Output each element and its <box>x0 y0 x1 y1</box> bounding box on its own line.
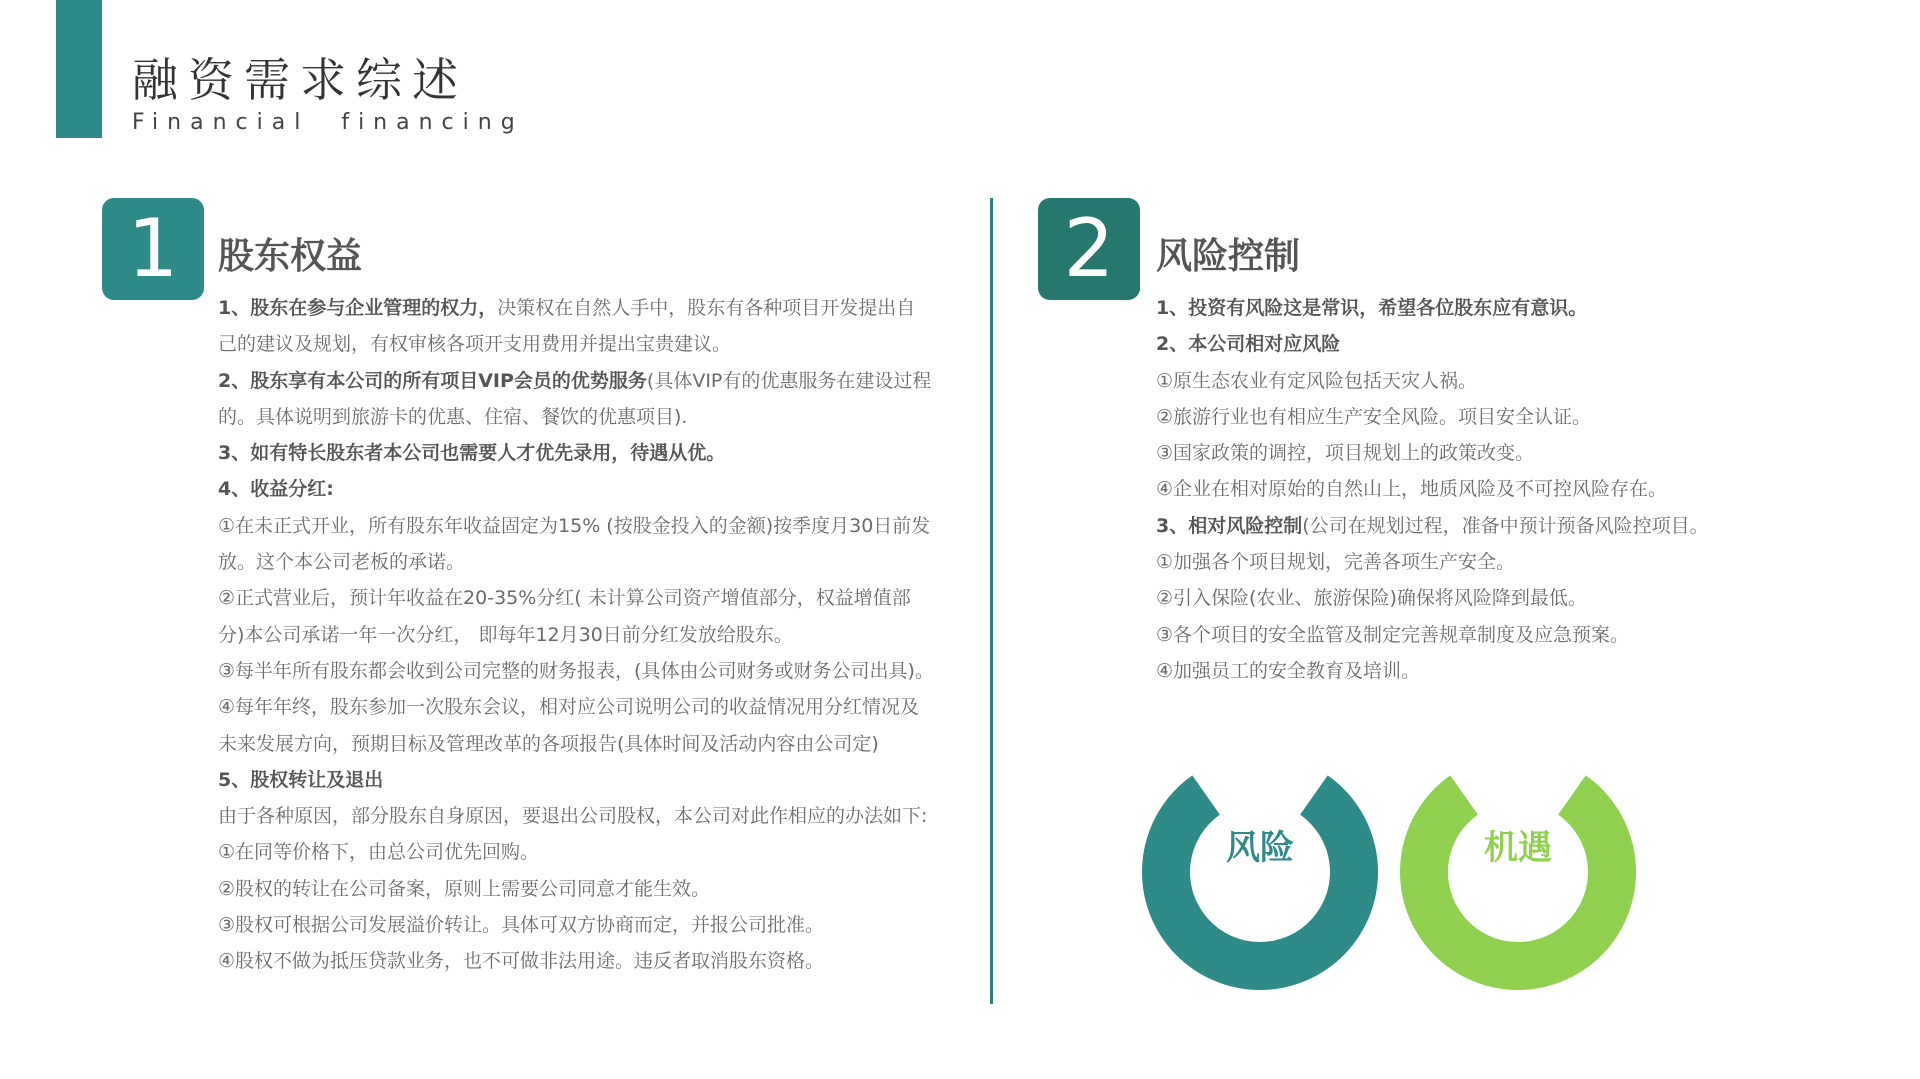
risk-ring-label: 风险 <box>1226 828 1294 868</box>
section-number-1: 1 <box>102 198 204 300</box>
text-line <box>1156 399 1876 435</box>
text-line-bold: 4、收益分红: <box>218 478 334 501</box>
text-line-regular: ③每半年所有股东都会收到公司完整的财务报表，(具体由公司财务或财务公司出具)。 <box>218 659 934 682</box>
text-line <box>1156 435 1876 471</box>
text-line <box>218 871 978 907</box>
text-line-bold: 5、股权转让及退出 <box>218 768 384 791</box>
text-line <box>218 508 978 544</box>
text-line-regular: ①原生态农业有定风险包括天灾人祸。 <box>1156 369 1478 392</box>
text-line-regular: 放。这个本公司老板的承诺。 <box>218 551 466 574</box>
text-line-regular: 由于各种原因，部分股东自身原因，要退出公司股权，本公司对此作相应的办法如下: <box>218 805 928 828</box>
text-line <box>218 544 978 580</box>
text-line-regular: (公司在规划过程，准备中预计预备风险控项目。 <box>1302 514 1709 537</box>
opportunity-ring-arc <box>1400 775 1636 990</box>
text-line-regular: 的。具体说明到旅游卡的优惠、住宿、餐饮的优惠项目). <box>218 405 688 428</box>
text-line-regular: ④每年年终，股东参加一次股东会议，相对应公司说明公司的收益情况用分红情况及 <box>218 696 920 719</box>
risk-control-text <box>1156 290 1876 689</box>
text-line <box>218 762 978 798</box>
text-line <box>218 617 978 653</box>
text-line <box>218 435 978 471</box>
text-line-regular: ②引入保险(农业、旅游保险)确保将风险降到最低。 <box>1156 587 1587 610</box>
text-line-regular: ④股权不做为抵压贷款业务，也不可做非法用途。违反者取消股东资格。 <box>218 950 825 973</box>
text-line-regular: 未来发展方向，预期目标及管理改革的各项报告(具体时间及活动内容由公司定) <box>218 732 879 755</box>
section-number-2: 2 <box>1038 198 1140 300</box>
text-line <box>1156 544 1876 580</box>
text-line-regular: ①加强各个项目规划，完善各项生产安全。 <box>1156 551 1516 574</box>
column-divider <box>990 198 993 1004</box>
text-line-regular: ①在未正式开业，所有股东年收益固定为15% (按股金投入的金额)按季度月30日前发 <box>218 514 931 537</box>
text-line-regular: ③国家政策的调控，项目规划上的政策改变。 <box>1156 442 1535 465</box>
text-line <box>1156 580 1876 616</box>
text-line <box>218 580 978 616</box>
text-line-bold: 1、投资有风险这是常识，希望各位股东应有意识。 <box>1156 297 1588 319</box>
text-line <box>218 943 978 979</box>
text-line <box>1156 326 1876 362</box>
text-line-regular: 决策权在自然人手中，股东有各种项目开发提出自 <box>497 297 916 319</box>
text-line-regular: 己的建议及规划，有权审核各项开支用费用并提出宝贵建议。 <box>218 333 732 356</box>
text-line-regular: ②旅游行业也有相应生产安全风险。项目安全认证。 <box>1156 405 1592 428</box>
text-line <box>218 471 978 507</box>
text-line <box>1156 617 1876 653</box>
opportunity-ring-label: 机遇 <box>1484 828 1552 868</box>
text-line <box>218 689 978 725</box>
text-line <box>218 399 978 435</box>
risk-ring <box>1140 752 1380 992</box>
text-line <box>218 326 978 362</box>
text-line <box>1156 653 1876 689</box>
text-line <box>1156 471 1876 507</box>
text-line-regular: ④加强员工的安全教育及培训。 <box>1156 659 1421 682</box>
page-title: 融资需求综述 <box>132 53 468 107</box>
text-line-bold: 2、股东享有本公司的所有项目VIP会员的优势服务 <box>218 369 647 392</box>
page-subtitle: Financial financing <box>132 110 524 135</box>
section-title-shareholder-rights: 股东权益 <box>218 236 363 277</box>
text-line-bold: 1、股东在参与企业管理的权力， <box>218 297 498 319</box>
text-line <box>218 726 978 762</box>
text-line <box>218 907 978 943</box>
text-line-regular: ②股权的转让在公司备案，原则上需要公司同意才能生效。 <box>218 877 711 900</box>
opportunity-ring <box>1398 752 1638 992</box>
text-line <box>218 290 978 326</box>
text-line-bold: 2、本公司相对应风险 <box>1156 333 1341 356</box>
text-line <box>218 363 978 399</box>
section-title-risk-control: 风险控制 <box>1156 236 1301 277</box>
risk-ring-arc <box>1142 775 1378 990</box>
text-line <box>1156 363 1876 399</box>
text-line-regular: ②正式营业后，预计年收益在20-35%分红( 未计算公司资产增值部分，权益增值部 <box>218 587 911 610</box>
text-line-regular: ③各个项目的安全监管及制定完善规章制度及应急预案。 <box>1156 623 1630 646</box>
text-line <box>1156 508 1876 544</box>
text-line-bold: 3、相对风险控制 <box>1156 514 1303 537</box>
text-line <box>218 834 978 870</box>
text-line-regular: ④企业在相对原始的自然山上，地质风险及不可控风险存在。 <box>1156 478 1668 501</box>
text-line-regular: ③股权可根据公司发展溢价转让。具体可双方协商而定，并报公司批准。 <box>218 914 825 937</box>
shareholder-rights-text <box>218 290 978 980</box>
text-line-regular: 分)本公司承诺一年一次分红， 即每年12月30日前分红发放给股东。 <box>218 623 793 646</box>
text-line <box>218 653 978 689</box>
text-line-regular: (具体VIP有的优惠服务在建设过程 <box>646 369 932 392</box>
text-line <box>218 798 978 834</box>
header-accent-bar <box>56 0 102 138</box>
text-line-bold: 3、如有特长股东者本公司也需要人才优先录用，待遇从优。 <box>218 442 726 465</box>
text-line <box>1156 290 1876 326</box>
text-line-regular: ①在同等价格下，由总公司优先回购。 <box>218 841 540 864</box>
